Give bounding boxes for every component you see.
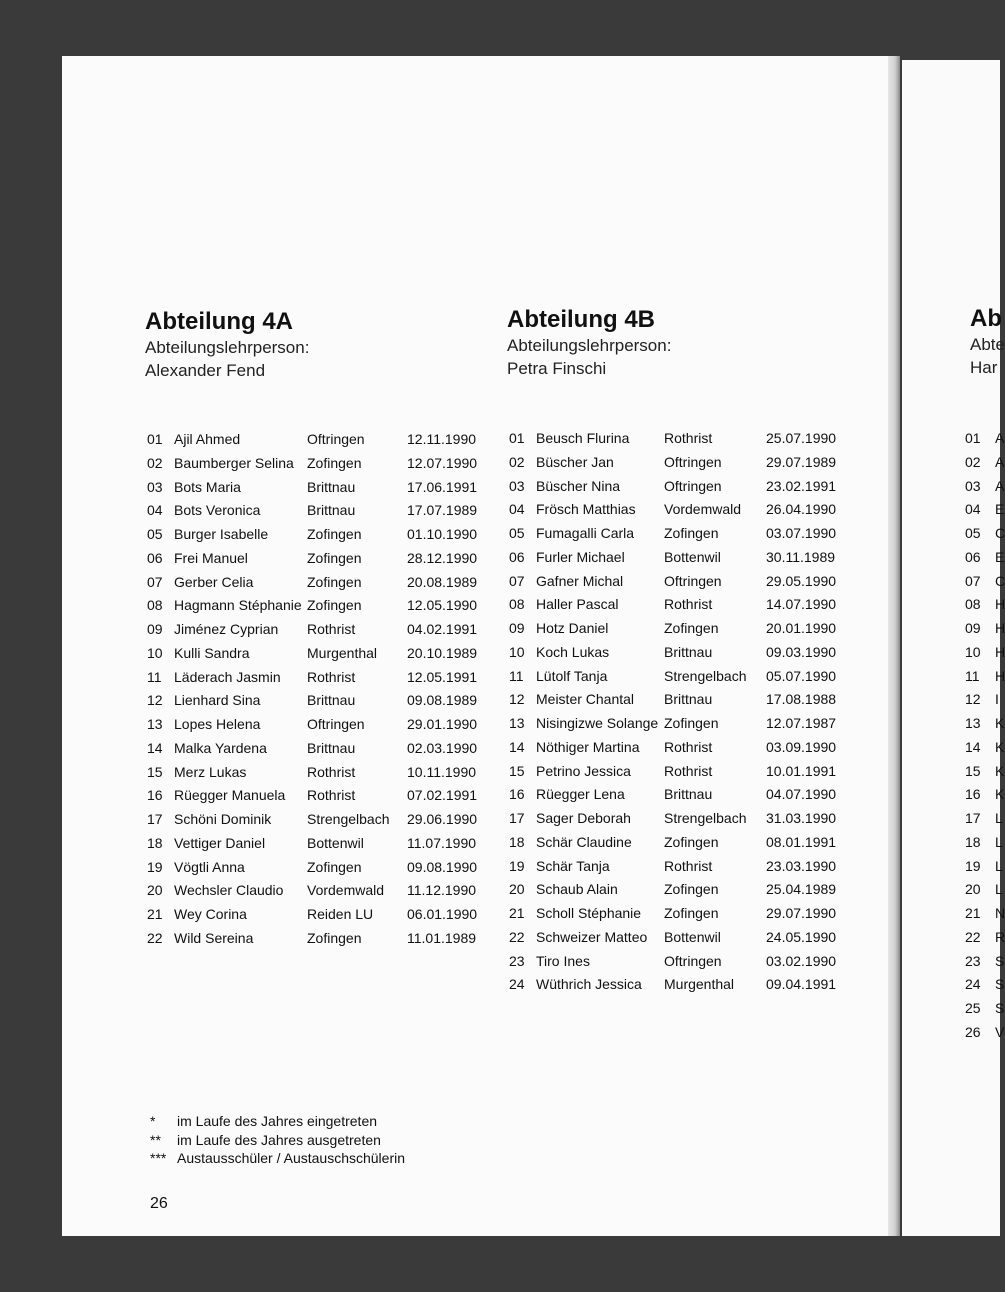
student-name-fragment: C [995,572,1005,589]
page-number: 26 [150,1195,168,1212]
section-teacher: Har [970,358,998,377]
student-number: 01 [147,431,163,447]
student-birthdate: 26.04.1990 [766,501,837,518]
student-name: Beusch Flurina [536,430,630,446]
student-number: 17 [147,811,163,827]
student-town: Brittnau [664,786,713,803]
student-birthdate: 28.12.1990 [407,549,478,566]
section-subtitle: Abteilungslehrperson: [507,336,672,355]
student-name: Tiro Ines [536,952,590,969]
student-number: 18 [965,833,981,850]
student-town: Brittnau [307,739,356,756]
student-birthdate: 11.01.1989 [407,929,477,946]
student-number: 20 [147,882,163,899]
student-number: 21 [509,905,525,921]
student-birthdate: 14.07.1990 [766,596,837,613]
student-birthdate: 11.07.1990 [407,834,477,851]
student-name: Frösch Matthias [536,501,636,518]
legend-text: im Laufe des Jahres ausgetreten [177,1131,381,1148]
student-name: Burger Isabelle [174,526,269,542]
student-name: Schär Tanja [536,857,610,874]
student-number: 16 [147,787,163,804]
student-birthdate: 12.11.1990 [407,431,477,447]
section-title: Ab [970,305,1002,332]
legend-text: Austausschüler / Austauschschülerin [177,1150,406,1166]
student-number: 10 [965,643,981,660]
student-number: 08 [965,596,981,613]
student-birthdate: 10.11.1990 [407,763,477,780]
student-name: Ajil Ahmed [174,431,241,447]
student-birthdate: 03.02.1990 [766,952,837,969]
student-birthdate: 29.05.1990 [766,572,837,589]
student-birthdate: 31.03.1990 [766,810,837,826]
student-town: Rothrist [664,738,713,755]
student-number: 23 [509,952,525,969]
student-town: Brittnau [307,478,356,495]
student-birthdate: 07.02.1991 [407,787,478,804]
student-birthdate: 17.06.1991 [407,478,478,495]
student-number: 01 [509,430,525,446]
student-name: Scholl Stéphanie [536,905,642,921]
student-number: 07 [965,572,981,589]
student-number: 11 [147,668,162,685]
student-town: Brittnau [307,692,356,709]
student-number: 13 [147,716,163,732]
student-name: Merz Lukas [174,763,247,780]
student-number: 10 [147,644,163,661]
student-number: 08 [509,596,525,613]
student-town: Rothrist [664,857,713,874]
student-name: Jiménez Cyprian [174,621,279,637]
student-number: 05 [509,525,525,541]
student-name-fragment: H [995,596,1005,613]
student-number: 02 [965,453,981,470]
student-name-fragment: C [995,525,1005,541]
next-section-header [970,305,1005,379]
section-title: Abteilung 4A [145,308,293,335]
student-name: Meister Chantal [536,691,635,708]
student-name: Gerber Celia [174,573,254,590]
student-name-fragment: E [995,548,1005,565]
student-town: Rothrist [664,596,713,613]
section-4b-header [507,306,671,380]
student-name: Wechsler Claudio [174,882,284,899]
student-name: Schaub Alain [536,881,618,898]
student-birthdate: 23.03.1990 [766,857,837,874]
student-town: Oftringen [664,952,722,969]
student-number: 04 [509,501,525,518]
student-name: Frei Manuel [174,549,248,566]
student-birthdate: 01.10.1990 [407,526,478,542]
student-town: Rothrist [664,430,713,446]
student-number: 15 [509,762,525,779]
student-birthdate: 25.07.1990 [766,430,837,446]
page-gutter [888,56,900,1236]
student-town: Bottenwil [664,548,721,565]
student-birthdate: 12.05.1990 [407,597,478,614]
student-name: Hotz Daniel [536,620,609,636]
student-name: Baumberger Selina [174,454,294,471]
student-number: 22 [965,928,981,945]
student-town: Oftringen [307,431,365,447]
student-number: 07 [147,573,163,590]
student-name-fragment: L [995,833,1003,850]
student-name: Koch Lukas [536,643,610,660]
student-number: 21 [965,905,981,921]
student-name: Wild Sereina [174,929,254,946]
student-name: Wey Corina [174,906,247,922]
student-birthdate: 09.04.1991 [766,976,837,993]
student-birthdate: 04.02.1991 [407,621,478,637]
student-name: Haller Pascal [536,596,619,613]
student-name: Wüthrich Jessica [536,976,642,993]
student-birthdate: 03.09.1990 [766,738,837,755]
student-number: 23 [965,952,981,969]
student-number: 22 [147,929,163,946]
student-name-fragment: E [995,501,1005,518]
student-number: 21 [147,906,163,922]
section-title: Abteilung 4B [507,306,655,333]
student-number: 11 [965,667,980,684]
student-town: Rothrist [307,621,356,637]
student-town: Vordemwald [664,501,742,518]
student-name-fragment: H [995,667,1005,684]
student-number: 18 [509,833,525,850]
student-birthdate: 06.01.1990 [407,906,478,922]
student-number: 17 [509,810,525,826]
student-name: Schär Claudine [536,833,632,850]
student-number: 06 [509,548,525,565]
student-town: Zofingen [307,573,362,590]
student-town: Zofingen [664,620,719,636]
student-number: 19 [509,857,525,874]
student-name-fragment: V [995,1023,1005,1040]
student-name: Vögtli Anna [174,858,245,875]
student-town: Reiden LU [307,906,374,922]
student-number: 12 [965,691,981,708]
student-number: 14 [147,739,163,756]
student-name-fragment: L [995,881,1003,898]
student-birthdate: 09.08.1989 [407,692,478,709]
student-name-fragment: K [995,738,1005,755]
student-name-fragment: K [995,762,1005,779]
student-name: Rüegger Manuela [174,787,286,804]
student-name: Lienhard Sina [174,692,261,709]
student-number: 13 [965,715,981,731]
student-town: Oftringen [664,453,722,470]
student-town: Bottenwil [664,928,721,945]
student-name: Lopes Helena [174,716,261,732]
student-name: Kulli Sandra [174,644,250,661]
student-birthdate: 29.07.1989 [766,453,837,470]
student-birthdate: 12.07.1990 [407,454,478,471]
section-subtitle: Abte [970,335,1005,354]
student-birthdate: 23.02.1991 [766,477,837,494]
student-number: 18 [147,834,163,851]
student-birthdate: 20.01.1990 [766,620,837,636]
student-name: Bots Veronica [174,502,261,519]
student-name: Hagmann Stéphanie [174,597,302,614]
student-town: Vordemwald [307,882,385,899]
student-town: Brittnau [664,643,713,660]
student-number: 24 [965,976,981,993]
student-number: 15 [147,763,163,780]
student-number: 26 [965,1023,981,1040]
student-number: 22 [509,928,525,945]
student-town: Brittnau [307,502,356,519]
student-name: Petrino Jessica [536,762,631,779]
student-number: 15 [965,762,981,779]
student-number: 12 [147,692,163,709]
student-birthdate: 03.07.1990 [766,525,837,541]
student-number: 07 [509,572,525,589]
student-town: Murgenthal [664,976,735,993]
student-birthdate: 09.08.1990 [407,858,478,875]
student-number: 02 [147,454,163,471]
student-number: 03 [147,478,163,495]
student-town: Rothrist [307,668,356,685]
student-name: Rüegger Lena [536,786,625,803]
student-town: Zofingen [307,454,362,471]
student-town: Bottenwil [307,834,364,851]
student-birthdate: 29.01.1990 [407,716,478,732]
student-name-fragment: L [995,810,1003,826]
student-town: Zofingen [307,549,362,566]
student-town: Rothrist [307,763,356,780]
student-name-fragment: S [995,1000,1005,1016]
legend-text: im Laufe des Jahres eingetreten [177,1113,378,1129]
student-name-fragment: S [995,976,1005,993]
student-birthdate: 11.12.1990 [407,882,477,899]
student-town: Zofingen [307,526,362,542]
student-number: 09 [965,620,981,636]
student-name-fragment: K [995,715,1005,731]
student-number: 13 [509,715,525,731]
student-name: Nisingizwe Solange [536,715,659,731]
student-birthdate: 09.03.1990 [766,643,837,660]
student-name-fragment: H [995,620,1005,636]
student-number: 11 [509,667,524,684]
student-number: 24 [509,976,525,993]
student-name: Läderach Jasmin [174,668,281,685]
student-town: Brittnau [664,691,713,708]
student-town: Oftringen [664,572,722,589]
student-birthdate: 29.07.1990 [766,905,837,921]
student-number: 17 [965,810,981,826]
student-number: 05 [147,526,163,542]
student-name: Furler Michael [536,548,625,565]
student-birthdate: 25.04.1989 [766,881,837,898]
student-number: 16 [509,786,525,803]
student-name: Schöni Dominik [174,811,272,827]
student-number: 20 [509,881,525,898]
student-birthdate: 02.03.1990 [407,739,478,756]
student-number: 06 [147,549,163,566]
student-name-fragment: L [995,857,1003,874]
student-name: Vettiger Daniel [174,834,266,851]
student-town: Oftringen [307,716,365,732]
student-town: Zofingen [307,858,362,875]
student-name-fragment: I [995,691,999,708]
legend-symbol: * [150,1113,156,1129]
student-number: 06 [965,548,981,565]
student-name-fragment: A [995,430,1005,446]
student-town: Zofingen [307,929,362,946]
student-number: 25 [965,1000,981,1016]
student-town: Zofingen [664,525,719,541]
student-town: Rothrist [307,787,356,804]
student-birthdate: 08.01.1991 [766,833,837,850]
student-number: 03 [965,477,981,494]
student-town: Strengelbach [307,811,390,827]
student-number: 08 [147,597,163,614]
student-birthdate: 20.08.1989 [407,573,478,590]
student-name: Bots Maria [174,478,241,495]
student-number: 16 [965,786,981,803]
student-town: Oftringen [664,477,722,494]
student-name-fragment: A [995,453,1005,470]
student-number: 14 [509,738,525,755]
student-number: 20 [965,881,981,898]
section-teacher: Petra Finschi [507,359,607,378]
section-4a-header [145,308,309,382]
student-name-fragment: H [995,643,1005,660]
student-town: Zofingen [307,597,362,614]
student-number: 09 [509,620,525,636]
student-number: 19 [147,858,163,875]
student-town: Strengelbach [664,667,747,684]
student-name: Nöthiger Martina [536,738,640,755]
student-number: 04 [147,502,163,519]
student-birthdate: 29.06.1990 [407,811,478,827]
student-number: 19 [965,857,981,874]
legend-symbol: *** [150,1150,167,1166]
student-birthdate: 12.05.1991 [407,668,478,685]
student-number: 14 [965,738,981,755]
student-number: 09 [147,621,163,637]
student-birthdate: 30.11.1989 [766,548,836,565]
student-number: 05 [965,525,981,541]
student-name: Fumagalli Carla [536,525,635,541]
legend-symbol: ** [150,1131,161,1148]
student-name-fragment: R [995,928,1005,945]
section-teacher: Alexander Fend [145,361,266,380]
student-name: Schweizer Matteo [536,928,648,945]
student-number: 03 [509,477,525,494]
student-birthdate: 20.10.1989 [407,644,478,661]
student-birthdate: 17.07.1989 [407,502,478,519]
student-birthdate: 12.07.1987 [766,715,837,731]
student-number: 12 [509,691,525,708]
student-birthdate: 05.07.1990 [766,667,837,684]
student-birthdate: 24.05.1990 [766,928,837,945]
student-name-fragment: A [995,477,1005,494]
student-town: Zofingen [664,881,719,898]
student-name-fragment: K [995,786,1005,803]
student-town: Zofingen [664,905,719,921]
section-subtitle: Abteilungslehrperson: [145,338,310,357]
student-town: Zofingen [664,715,719,731]
student-name: Sager Deborah [536,810,631,826]
student-name-fragment: N [995,905,1005,921]
next-page-fragment [902,60,1005,1236]
student-number: 01 [965,430,981,446]
student-name-fragment: S [995,952,1005,969]
student-name: Büscher Nina [536,477,621,494]
student-name: Büscher Jan [536,453,614,470]
student-town: Murgenthal [307,644,378,661]
student-town: Strengelbach [664,810,747,826]
student-number: 10 [509,643,525,660]
student-number: 02 [509,453,525,470]
student-number: 04 [965,501,981,518]
student-birthdate: 04.07.1990 [766,786,837,803]
student-name: Malka Yardena [174,739,267,756]
student-birthdate: 10.01.1991 [766,762,837,779]
student-town: Zofingen [664,833,719,850]
student-name: Lütolf Tanja [536,667,608,684]
student-town: Rothrist [664,762,713,779]
student-birthdate: 17.08.1988 [766,691,837,708]
student-name: Gafner Michal [536,572,624,589]
